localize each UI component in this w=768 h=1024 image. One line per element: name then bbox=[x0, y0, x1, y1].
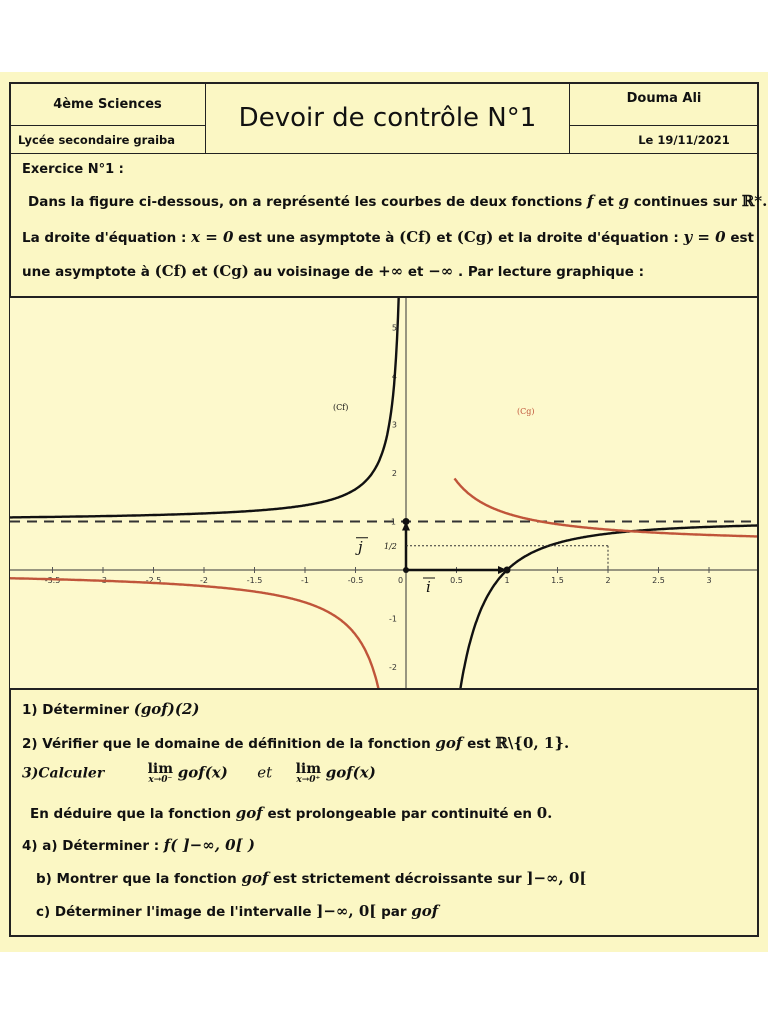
intro3c-text: . Par lecture graphique : bbox=[457, 264, 645, 280]
q4c2-text: par bbox=[381, 904, 407, 920]
x-tick-label: -1 bbox=[301, 576, 309, 585]
y-tick-label: 3 bbox=[391, 420, 397, 430]
lim-sub-1: x→0⁻ bbox=[148, 775, 173, 785]
header-title-text: Devoir de contrôle N°1 bbox=[238, 103, 537, 133]
intro2b-text: est une asymptote à bbox=[238, 230, 395, 246]
x-tick-label: -0.5 bbox=[347, 576, 364, 585]
cg-symbol-2: (Cg) bbox=[212, 262, 249, 280]
q4b-text: b) Montrer que la fonction bbox=[36, 871, 237, 887]
i-label: i bbox=[426, 578, 431, 596]
separator-bottom bbox=[9, 688, 759, 690]
point-0-1 bbox=[403, 518, 410, 525]
question-2 bbox=[22, 734, 569, 752]
gof-3: gof bbox=[411, 902, 439, 920]
origin-label: 0 bbox=[398, 576, 404, 585]
question-3 bbox=[22, 762, 376, 785]
intro1-text: Dans la figure ci-dessous, on a représenté les courbes de deux fonctions bbox=[28, 194, 583, 210]
header-title bbox=[205, 82, 570, 154]
lim-word-1: lim bbox=[147, 761, 174, 777]
q4a-text: 4) a) Déterminer : bbox=[22, 838, 160, 854]
header-author-text: Douma Ali bbox=[626, 91, 702, 106]
y-tick-label-1: 1 bbox=[390, 517, 396, 527]
x-tick-label: 1.5 bbox=[551, 576, 564, 585]
origin-point bbox=[403, 567, 409, 573]
header-level-text: 4ème Sciences bbox=[53, 96, 162, 112]
q2b-text: est bbox=[467, 736, 491, 752]
half-label: 1/2 bbox=[384, 541, 397, 551]
q3c-text: est prolongeable par continuité en bbox=[267, 806, 532, 822]
intro-line-3 bbox=[22, 262, 644, 280]
y-tick-label: -1 bbox=[389, 614, 397, 624]
cg-symbol: (Cg) bbox=[456, 228, 494, 246]
x-tick-label: 1 bbox=[504, 576, 510, 585]
limit-left bbox=[148, 762, 173, 785]
intro1b-text: continues sur bbox=[633, 194, 738, 210]
cf-symbol-2: (Cf) bbox=[154, 262, 188, 280]
q3b-text: En déduire que la fonction bbox=[30, 806, 232, 822]
x-tick-label: 2.5 bbox=[652, 576, 665, 585]
plus-inf: +∞ bbox=[378, 262, 404, 280]
intro3b-text: au voisinage de bbox=[253, 264, 374, 280]
intro2a-text: La droite d'équation : bbox=[22, 230, 187, 246]
y-tick-label: -2 bbox=[389, 663, 397, 672]
et-text-3: et bbox=[407, 264, 424, 280]
header-school bbox=[9, 125, 206, 154]
et-text: et bbox=[598, 194, 614, 210]
y-tick-label: 2 bbox=[391, 469, 397, 478]
q2-domain: ℝ\{0, 1}. bbox=[495, 734, 570, 752]
q1-text: 1) Déterminer bbox=[22, 702, 130, 718]
eq-y0: y = 0 bbox=[683, 228, 726, 246]
y-tick-label: 5 bbox=[391, 323, 397, 333]
point-1-0 bbox=[504, 567, 511, 574]
intro2e-text: est bbox=[730, 230, 754, 246]
intro2d-text: et la droite d'équation : bbox=[498, 230, 679, 246]
interval-2: ]−∞, 0[ bbox=[316, 902, 377, 920]
q4c-text: c) Déterminer l'image de l'intervalle bbox=[36, 904, 312, 920]
function-graph bbox=[10, 298, 757, 688]
x-tick-label: -2.5 bbox=[145, 576, 162, 585]
gof-1: gof bbox=[235, 804, 263, 822]
et-text-2: et bbox=[191, 264, 208, 280]
header-school-text: Lycée secondaire graiba bbox=[18, 132, 176, 147]
question-4a bbox=[22, 836, 255, 854]
x-tick-label: 0.5 bbox=[450, 576, 463, 585]
x-tick-label: -3.5 bbox=[44, 576, 61, 585]
minus-inf: −∞ bbox=[428, 262, 454, 280]
x-tick-label: -2 bbox=[200, 576, 208, 585]
interval-1: ]−∞, 0[ bbox=[526, 869, 587, 887]
question-4c bbox=[36, 902, 438, 920]
header-date bbox=[569, 125, 759, 154]
x-tick-label: 3 bbox=[706, 576, 712, 585]
intro2c-text: et bbox=[436, 230, 453, 246]
intro-line-2 bbox=[22, 228, 754, 246]
f-symbol: f bbox=[587, 192, 594, 210]
q2-text: 2) Vérifier que le domaine de définition de la fonction bbox=[22, 736, 431, 752]
lim-sub-2: x→0⁺ bbox=[296, 775, 321, 785]
q4a-math: f( ]−∞, 0[ ) bbox=[163, 836, 256, 854]
q3-et: et bbox=[257, 763, 273, 782]
x-tick-label: -3 bbox=[99, 576, 107, 585]
gofx-1: gof(x) bbox=[177, 763, 228, 782]
q4b2-text: est strictement décroissante sur bbox=[273, 871, 522, 887]
intro3a-text: une asymptote à bbox=[22, 264, 150, 280]
cg-graph-label: (Cg) bbox=[517, 407, 535, 416]
j-label: j bbox=[358, 537, 363, 556]
q3-text: 3)Calculer bbox=[22, 765, 105, 782]
header-level bbox=[9, 82, 206, 126]
gof-2: gof bbox=[241, 869, 269, 887]
q3-zero: 0. bbox=[536, 804, 553, 822]
y-tick-label: 4 bbox=[391, 372, 397, 381]
r-star-symbol: ℝ*. bbox=[741, 192, 768, 210]
q2-math: gof bbox=[435, 734, 463, 752]
gofx-2: gof(x) bbox=[325, 763, 376, 782]
lim-word-2: lim bbox=[295, 761, 322, 777]
q1-math: (gof)(2) bbox=[133, 700, 200, 718]
intro-line-1 bbox=[28, 192, 767, 210]
limit-right bbox=[296, 762, 321, 785]
header-author bbox=[569, 82, 759, 126]
header-date-text: Le 19/11/2021 bbox=[638, 132, 730, 147]
g-symbol: g bbox=[618, 192, 629, 210]
x-tick-label: -1.5 bbox=[246, 576, 263, 585]
question-3-deduce bbox=[30, 804, 552, 822]
eq-x0: x = 0 bbox=[191, 228, 234, 246]
cf-graph-label: (Cf) bbox=[333, 403, 349, 412]
question-4b bbox=[36, 869, 587, 887]
cf-symbol: (Cf) bbox=[399, 228, 432, 246]
exercise-title: Exercice N°1 : bbox=[22, 162, 124, 177]
graph-background bbox=[10, 298, 757, 688]
question-1 bbox=[22, 700, 200, 718]
x-tick-label: 2 bbox=[605, 576, 611, 585]
